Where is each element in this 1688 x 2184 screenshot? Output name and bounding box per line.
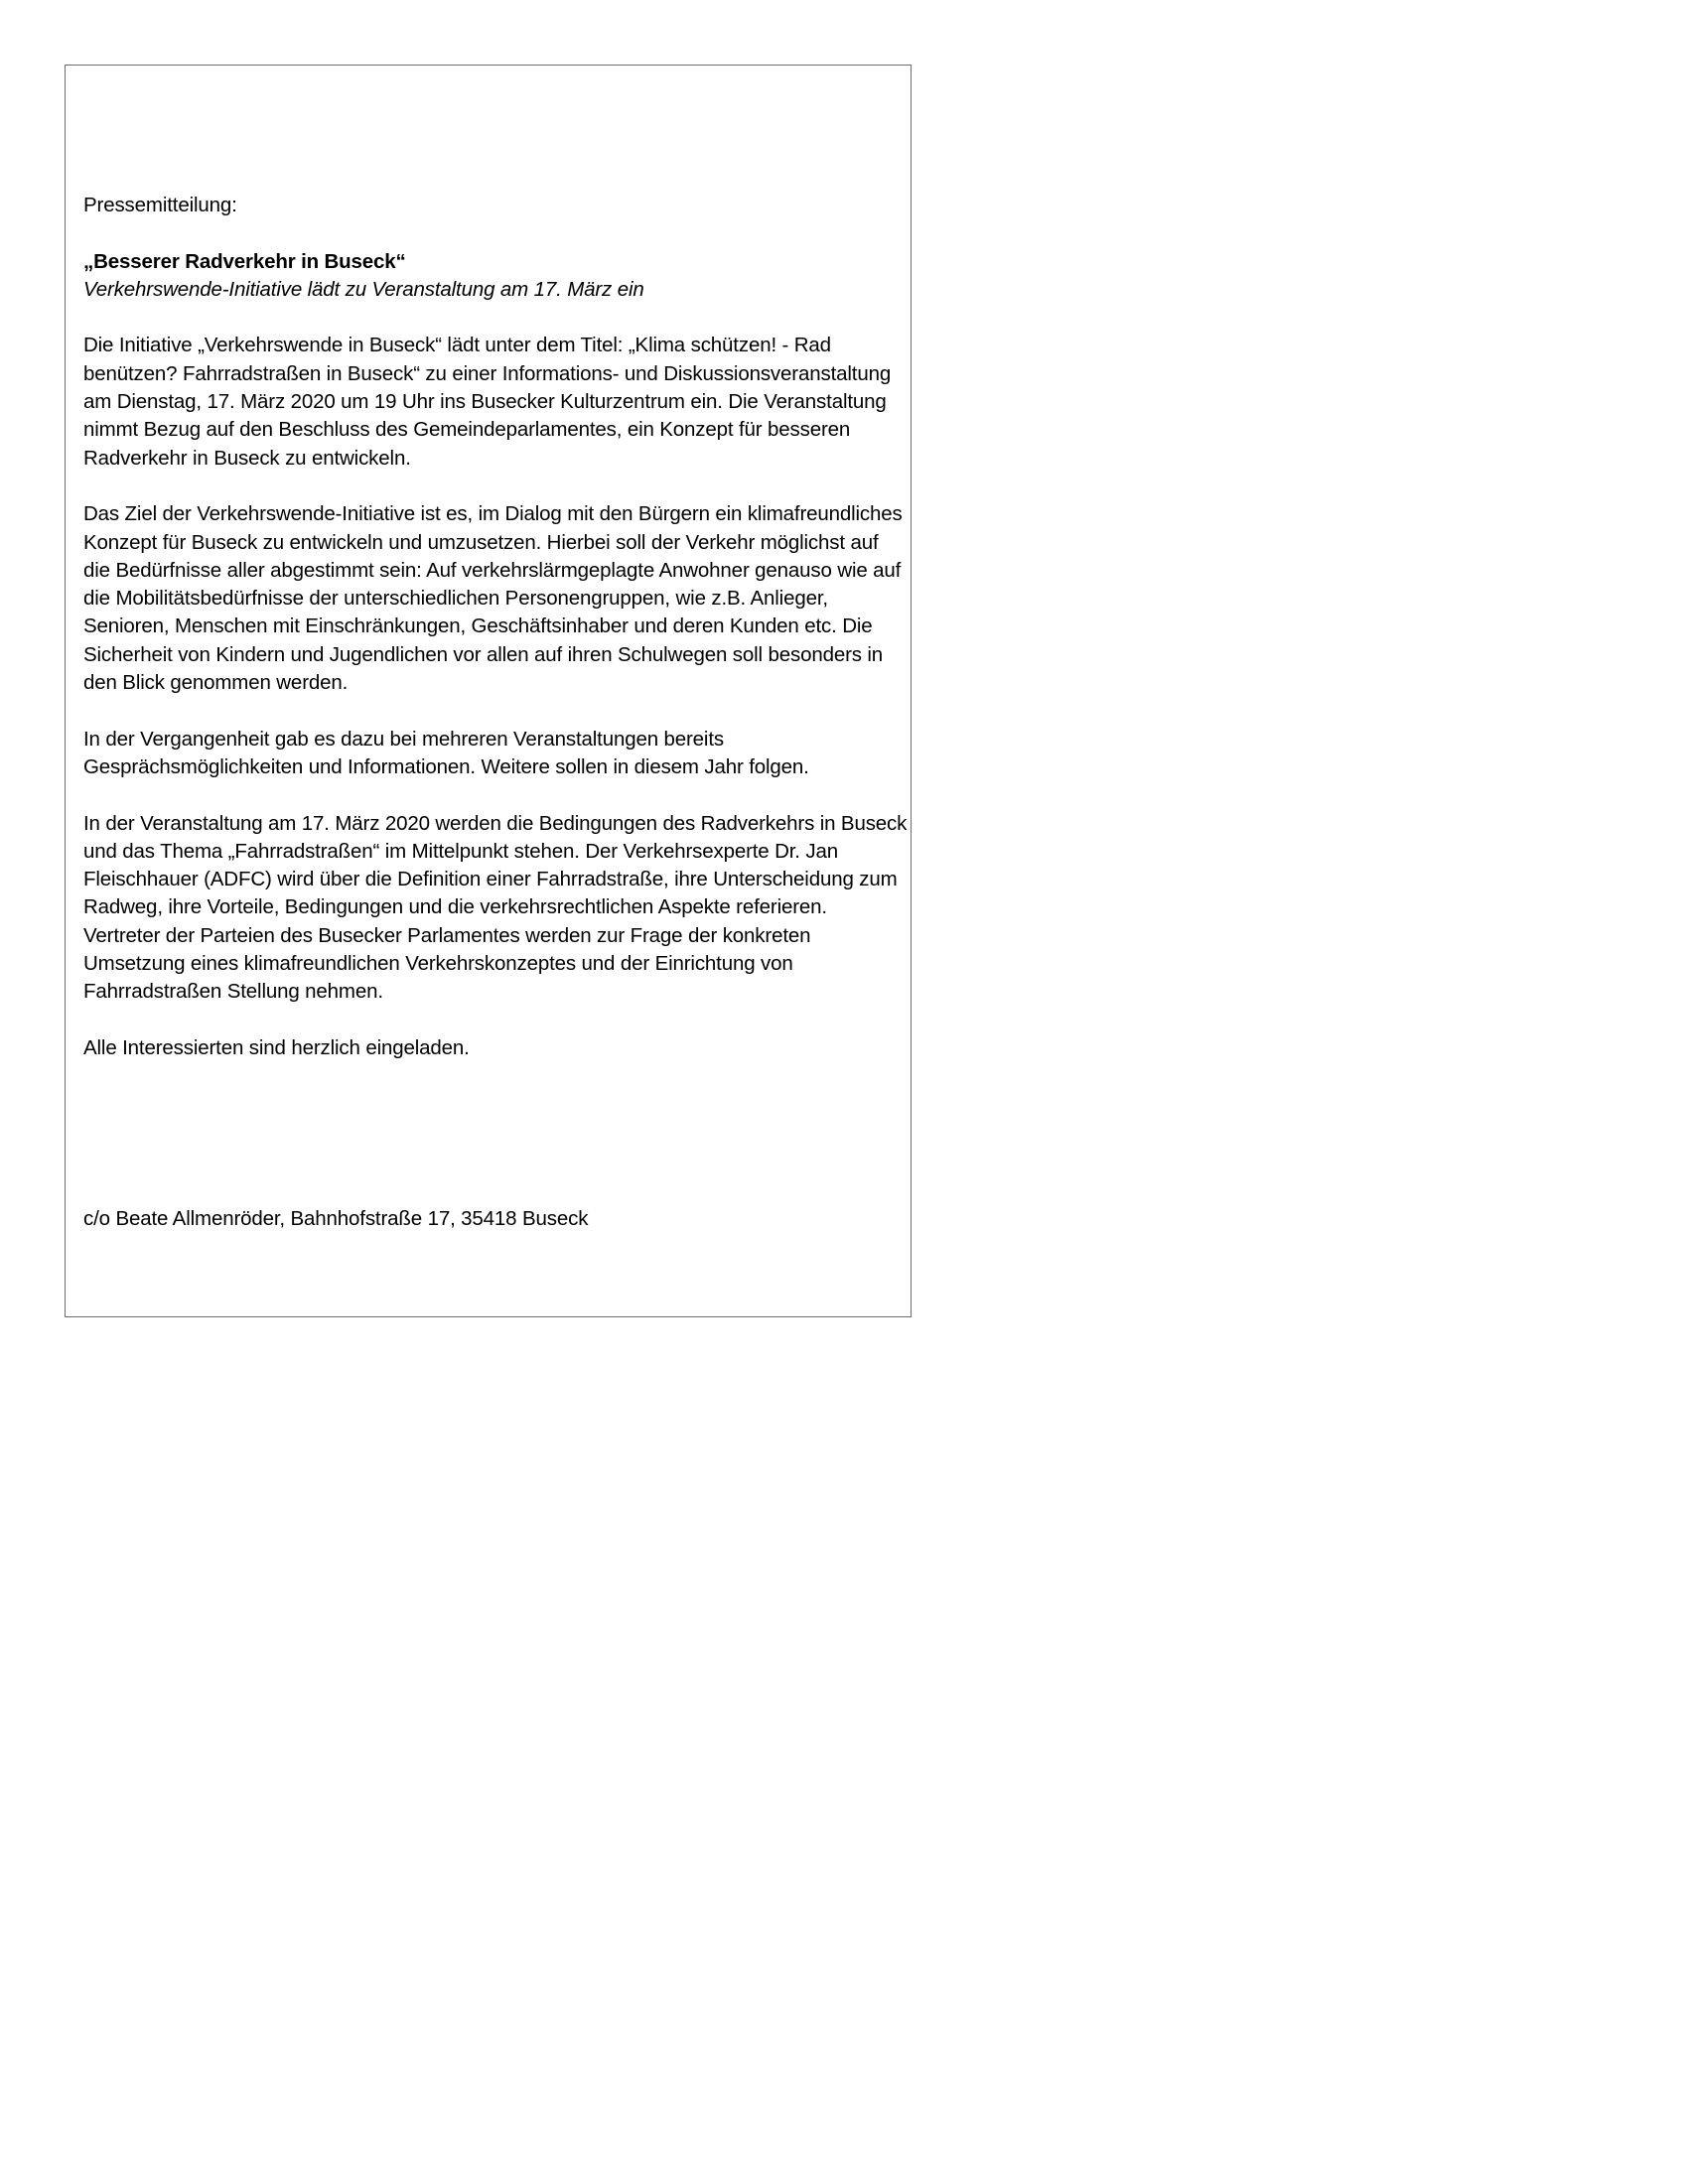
paragraph-4: In der Veranstaltung am 17. März 2020 werden die Bedingungen des Radverkehrs in Buseck und das Thema „Fahrradstraßen“ im Mittelpunkt stehen. Der Verkehrsexperte Dr. Jan Fleischhauer (ADFC) wird über die Definition einer Fahrradstraße, ihre Unterscheidung zum Radweg, ihre Vorteile, Bedingungen und die verkehrsrechtlichen Aspekte referieren. Vertreter der Parteien des Busecker Parlamentes werden zur Frage der konkreten Umsetzung eines klimafreundlichen Verkehrskonzeptes und der Einrichtung von Fahrradstraßen Stellung nehmen. <box>83 811 908 1004</box>
press-release-body <box>83 192 908 1062</box>
paragraph-2: Das Ziel der Verkehrswende-Initiative ist es, im Dialog mit den Bürgern ein klimafreundliches Konzept für Buseck zu entwickeln und umzusetzen. Hierbei soll der Verkehr möglichst auf die Bedürfnisse aller abgestimmt sein: Auf verkehrslärmgeplagte Anwohner genauso wie auf die Mobilitätsbedürfnisse der unterschiedlichen Personengruppen, wie z.B. Anlieger, Senioren, Menschen mit Einschränkungen, Geschäftsinhaber und deren Kunden etc. Die Sicherheit von Kindern und Jugendlichen vor allen auf ihren Schulwegen soll besonders in den Blick genommen werden. <box>83 502 903 695</box>
paragraph-5: Alle Interessierten sind herzlich eingeladen. <box>83 1035 470 1059</box>
paragraph-3: In der Vergangenheit gab es dazu bei mehreren Veranstaltungen bereits Gesprächsmöglichkeiten und Informationen. Weitere sollen in diesem Jahr folgen. <box>83 727 809 778</box>
paragraph-1: Die Initiative „Verkehrswende in Buseck“ lädt unter dem Titel: „Klima schützen! - Rad benützen? Fahrradstraßen in Buseck“ zu einer Informations- und Diskussionsveranstaltung am Dienstag, 17. März 2020 um 19 Uhr ins Busecker Kulturzentrum ein. Die Veranstaltung nimmt Bezug auf den Beschluss des Gemeindeparlamentes, ein Konzept für besseren Radverkehr in Buseck zu entwickeln. <box>83 334 892 470</box>
subheadline: Verkehrswende-Initiative lädt zu Veranstaltung am 17. März ein <box>83 277 644 301</box>
document-label: Pressemitteilung: <box>83 194 237 216</box>
contact-address: c/o Beate Allmenröder, Bahnhofstraße 17, 35418 Buseck <box>83 1207 589 1230</box>
headline: „Besserer Radverkehr in Buseck“ <box>83 249 406 273</box>
